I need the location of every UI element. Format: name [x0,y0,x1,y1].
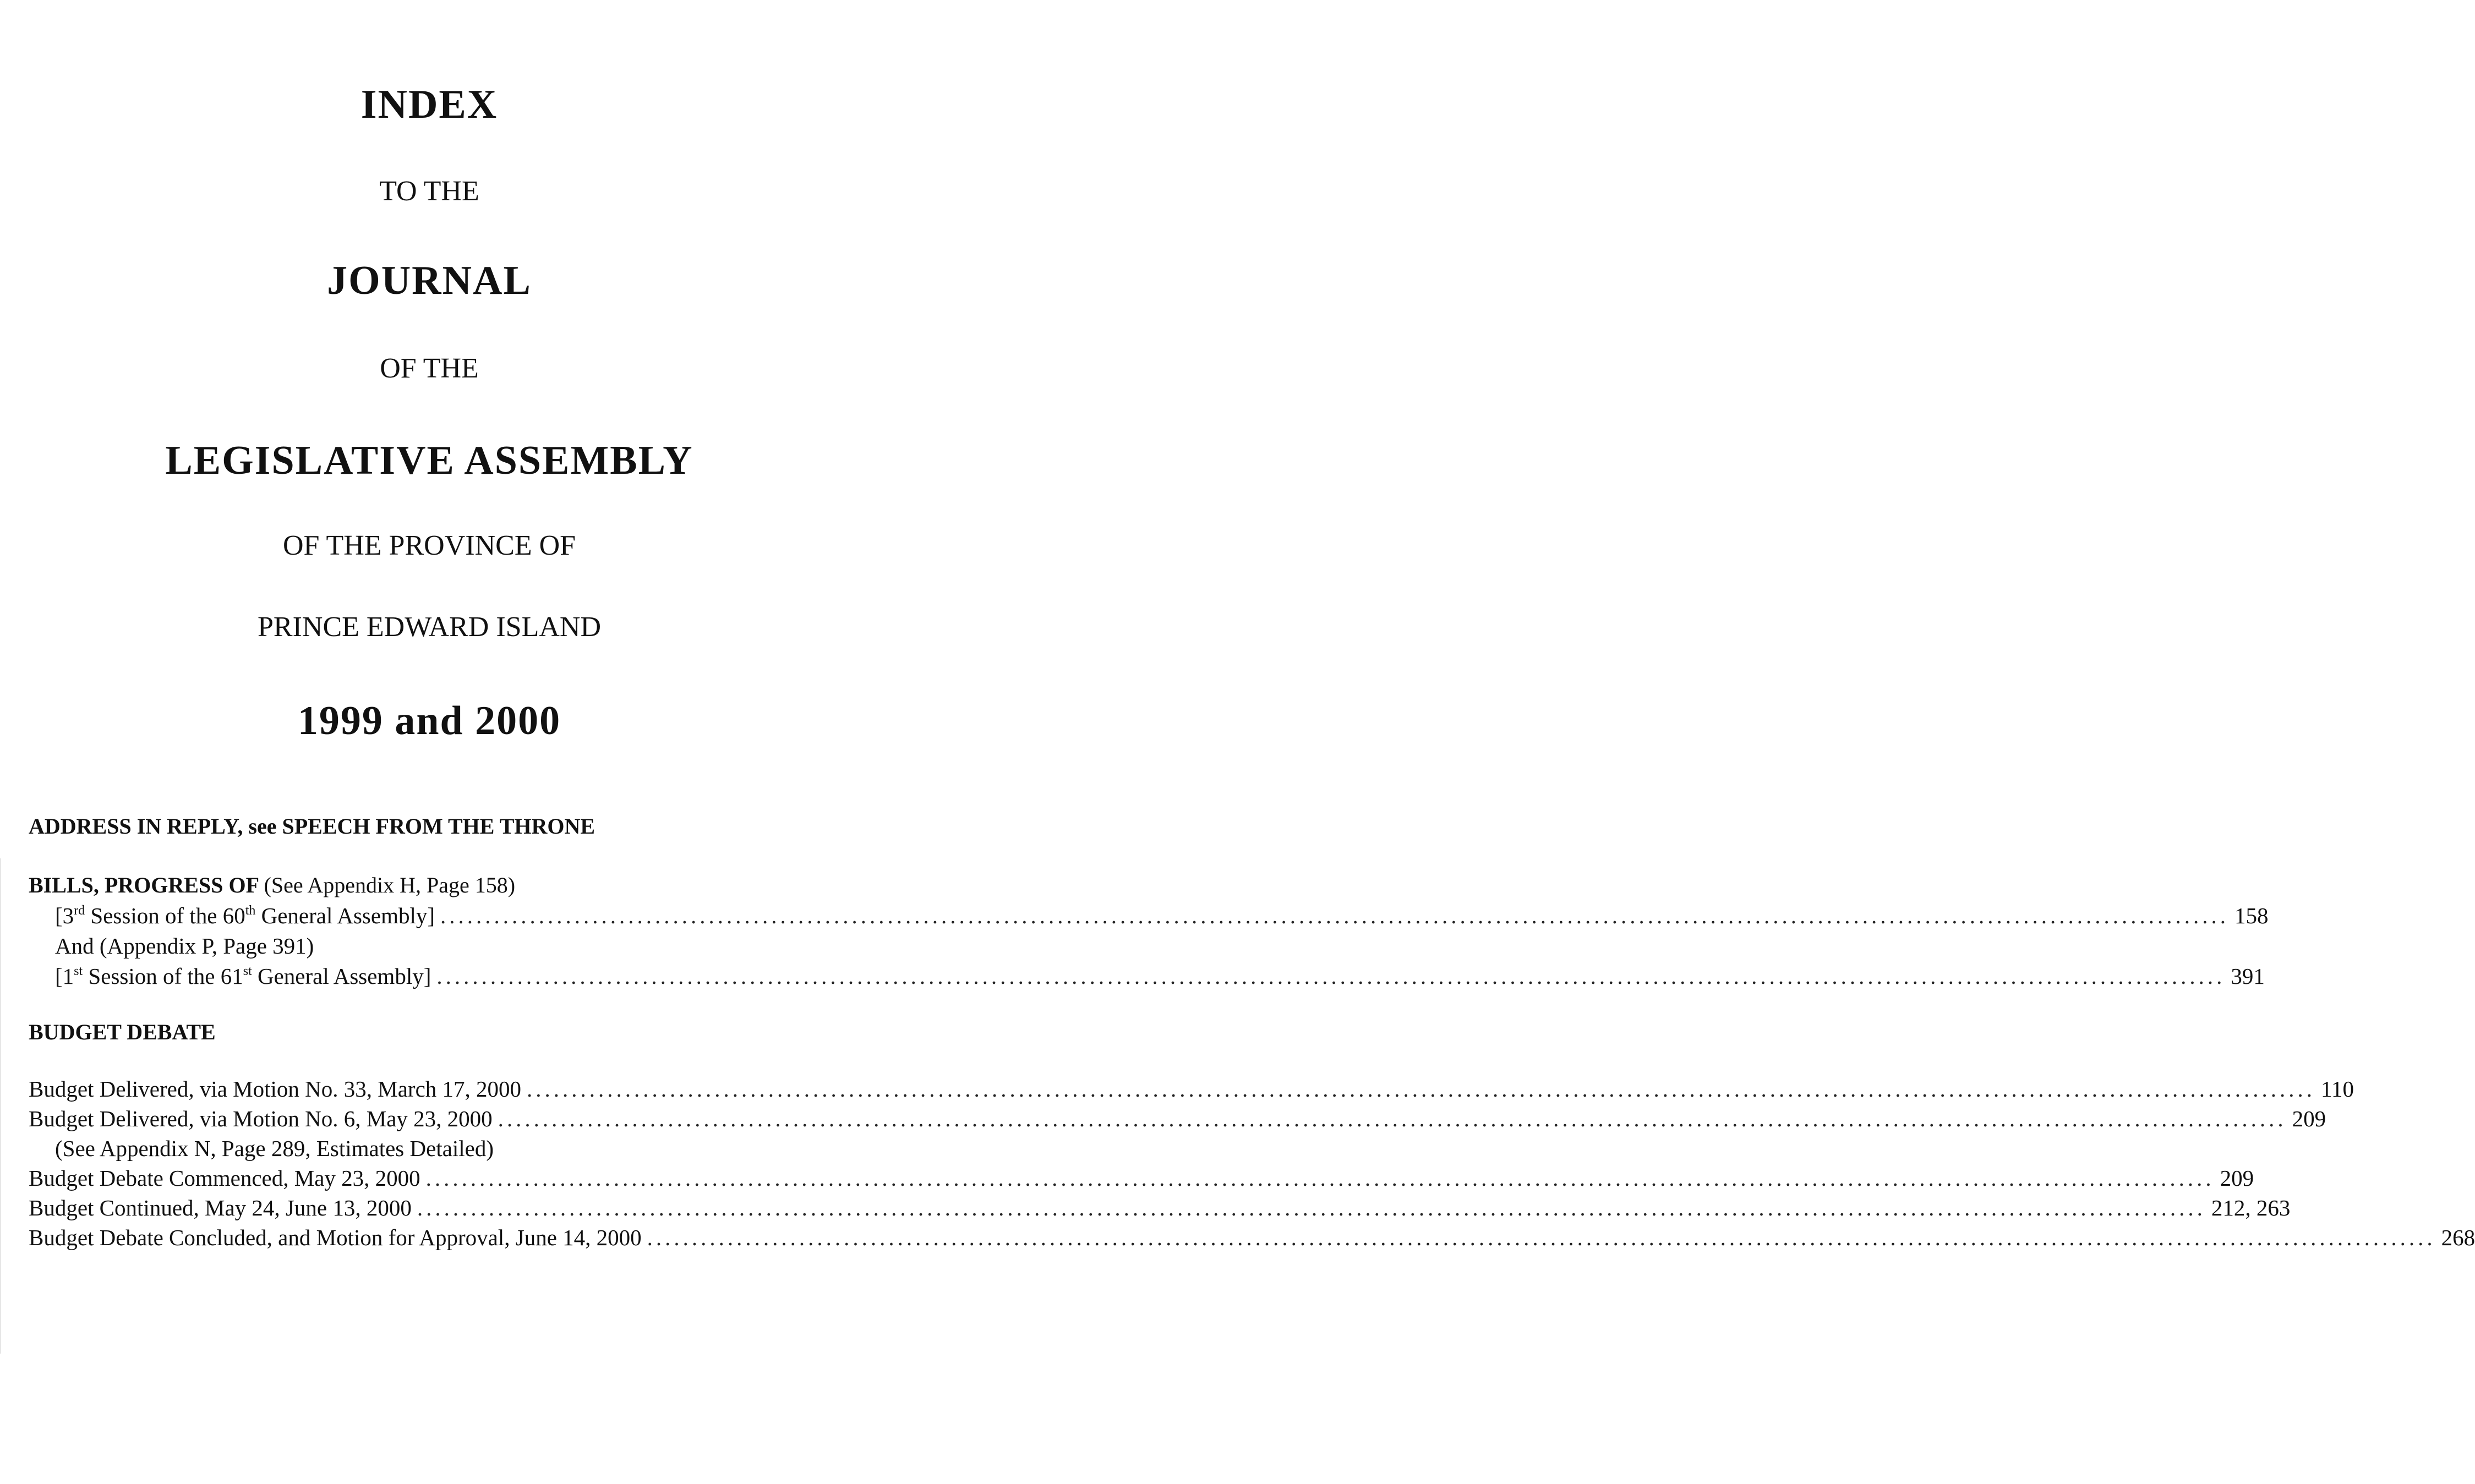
bills-session-60-row [55,902,2269,929]
budget-entry-page: 212, 263 [2211,1195,2291,1220]
title-prince-edward-island: PRINCE EDWARD ISLAND [258,611,601,643]
budget-debate-heading: BUDGET DEBATE [29,1020,216,1044]
title-to-the: TO THE [379,176,479,207]
budget-entry-row [29,1105,2326,1132]
dot-leader: ........................................................................................................................................................................................................ [498,1106,2287,1131]
budget-entry-page: 209 [2292,1106,2326,1131]
bills-session-61-text: [1st Session of the 61st General Assembly] [55,963,431,989]
bills-session-61-page: 391 [2231,963,2265,989]
budget-entry-row [29,1076,2354,1102]
budget-entry-page: 209 [2220,1165,2254,1191]
budget-entry-text: Budget Delivered, via Motion No. 33, March 17, 2000 [29,1076,522,1102]
budget-entry-row [29,1195,2291,1221]
budget-entry-page: 110 [2321,1076,2354,1102]
title-years: 1999 and 2000 [297,698,561,743]
budget-entry-row [29,1224,2475,1251]
dot-leader: ........................................................................................................................................................................................................ [647,1225,2436,1250]
budget-entry-row [29,1165,2254,1191]
dot-leader: ........................................................................................................................................................................................................ [527,1076,2316,1102]
dot-leader: ........................................................................................................................................................................................................ [436,963,2226,989]
budget-entry-text: Budget Continued, May 24, June 13, 2000 [29,1195,412,1220]
title-of-the: OF THE [380,353,479,384]
address-in-reply-heading: ADDRESS IN REPLY, see SPEECH FROM THE THRONE [29,814,595,839]
budget-entry-page: 268 [2441,1225,2475,1250]
dot-leader: ........................................................................................................................................................................................................ [417,1195,2206,1220]
budget-appendix-n-note: (See Appendix N, Page 289, Estimates Detailed) [55,1136,494,1161]
budget-entry-text: Budget Debate Commenced, May 23, 2000 [29,1165,420,1191]
title-journal: JOURNAL [327,258,532,303]
bills-session-60-page: 158 [2234,903,2269,928]
page-edge-shadow [0,858,1,1354]
bills-heading: BILLS, PROGRESS OF [29,873,259,897]
bills-session-61-row [55,963,2265,989]
title-province-of: OF THE PROVINCE OF [282,530,576,561]
title-legislative-assembly: LEGISLATIVE ASSEMBLY [165,438,693,483]
bills-appendix-p-line: And (Appendix P, Page 391) [55,933,314,959]
budget-entry-text: Budget Debate Concluded, and Motion for Approval, June 14, 2000 [29,1225,642,1250]
bills-note: (See Appendix H, Page 158) [264,873,516,897]
title-index: INDEX [360,82,498,127]
budget-entry-text: Budget Delivered, via Motion No. 6, May 23, 2000 [29,1106,493,1131]
bills-session-60-text: [3rd Session of the 60th General Assembly] [55,903,435,928]
dot-leader: ........................................................................................................................................................................................................ [425,1165,2215,1191]
dot-leader: ........................................................................................................................................................................................................ [440,903,2230,928]
bills-heading-line [29,872,843,898]
